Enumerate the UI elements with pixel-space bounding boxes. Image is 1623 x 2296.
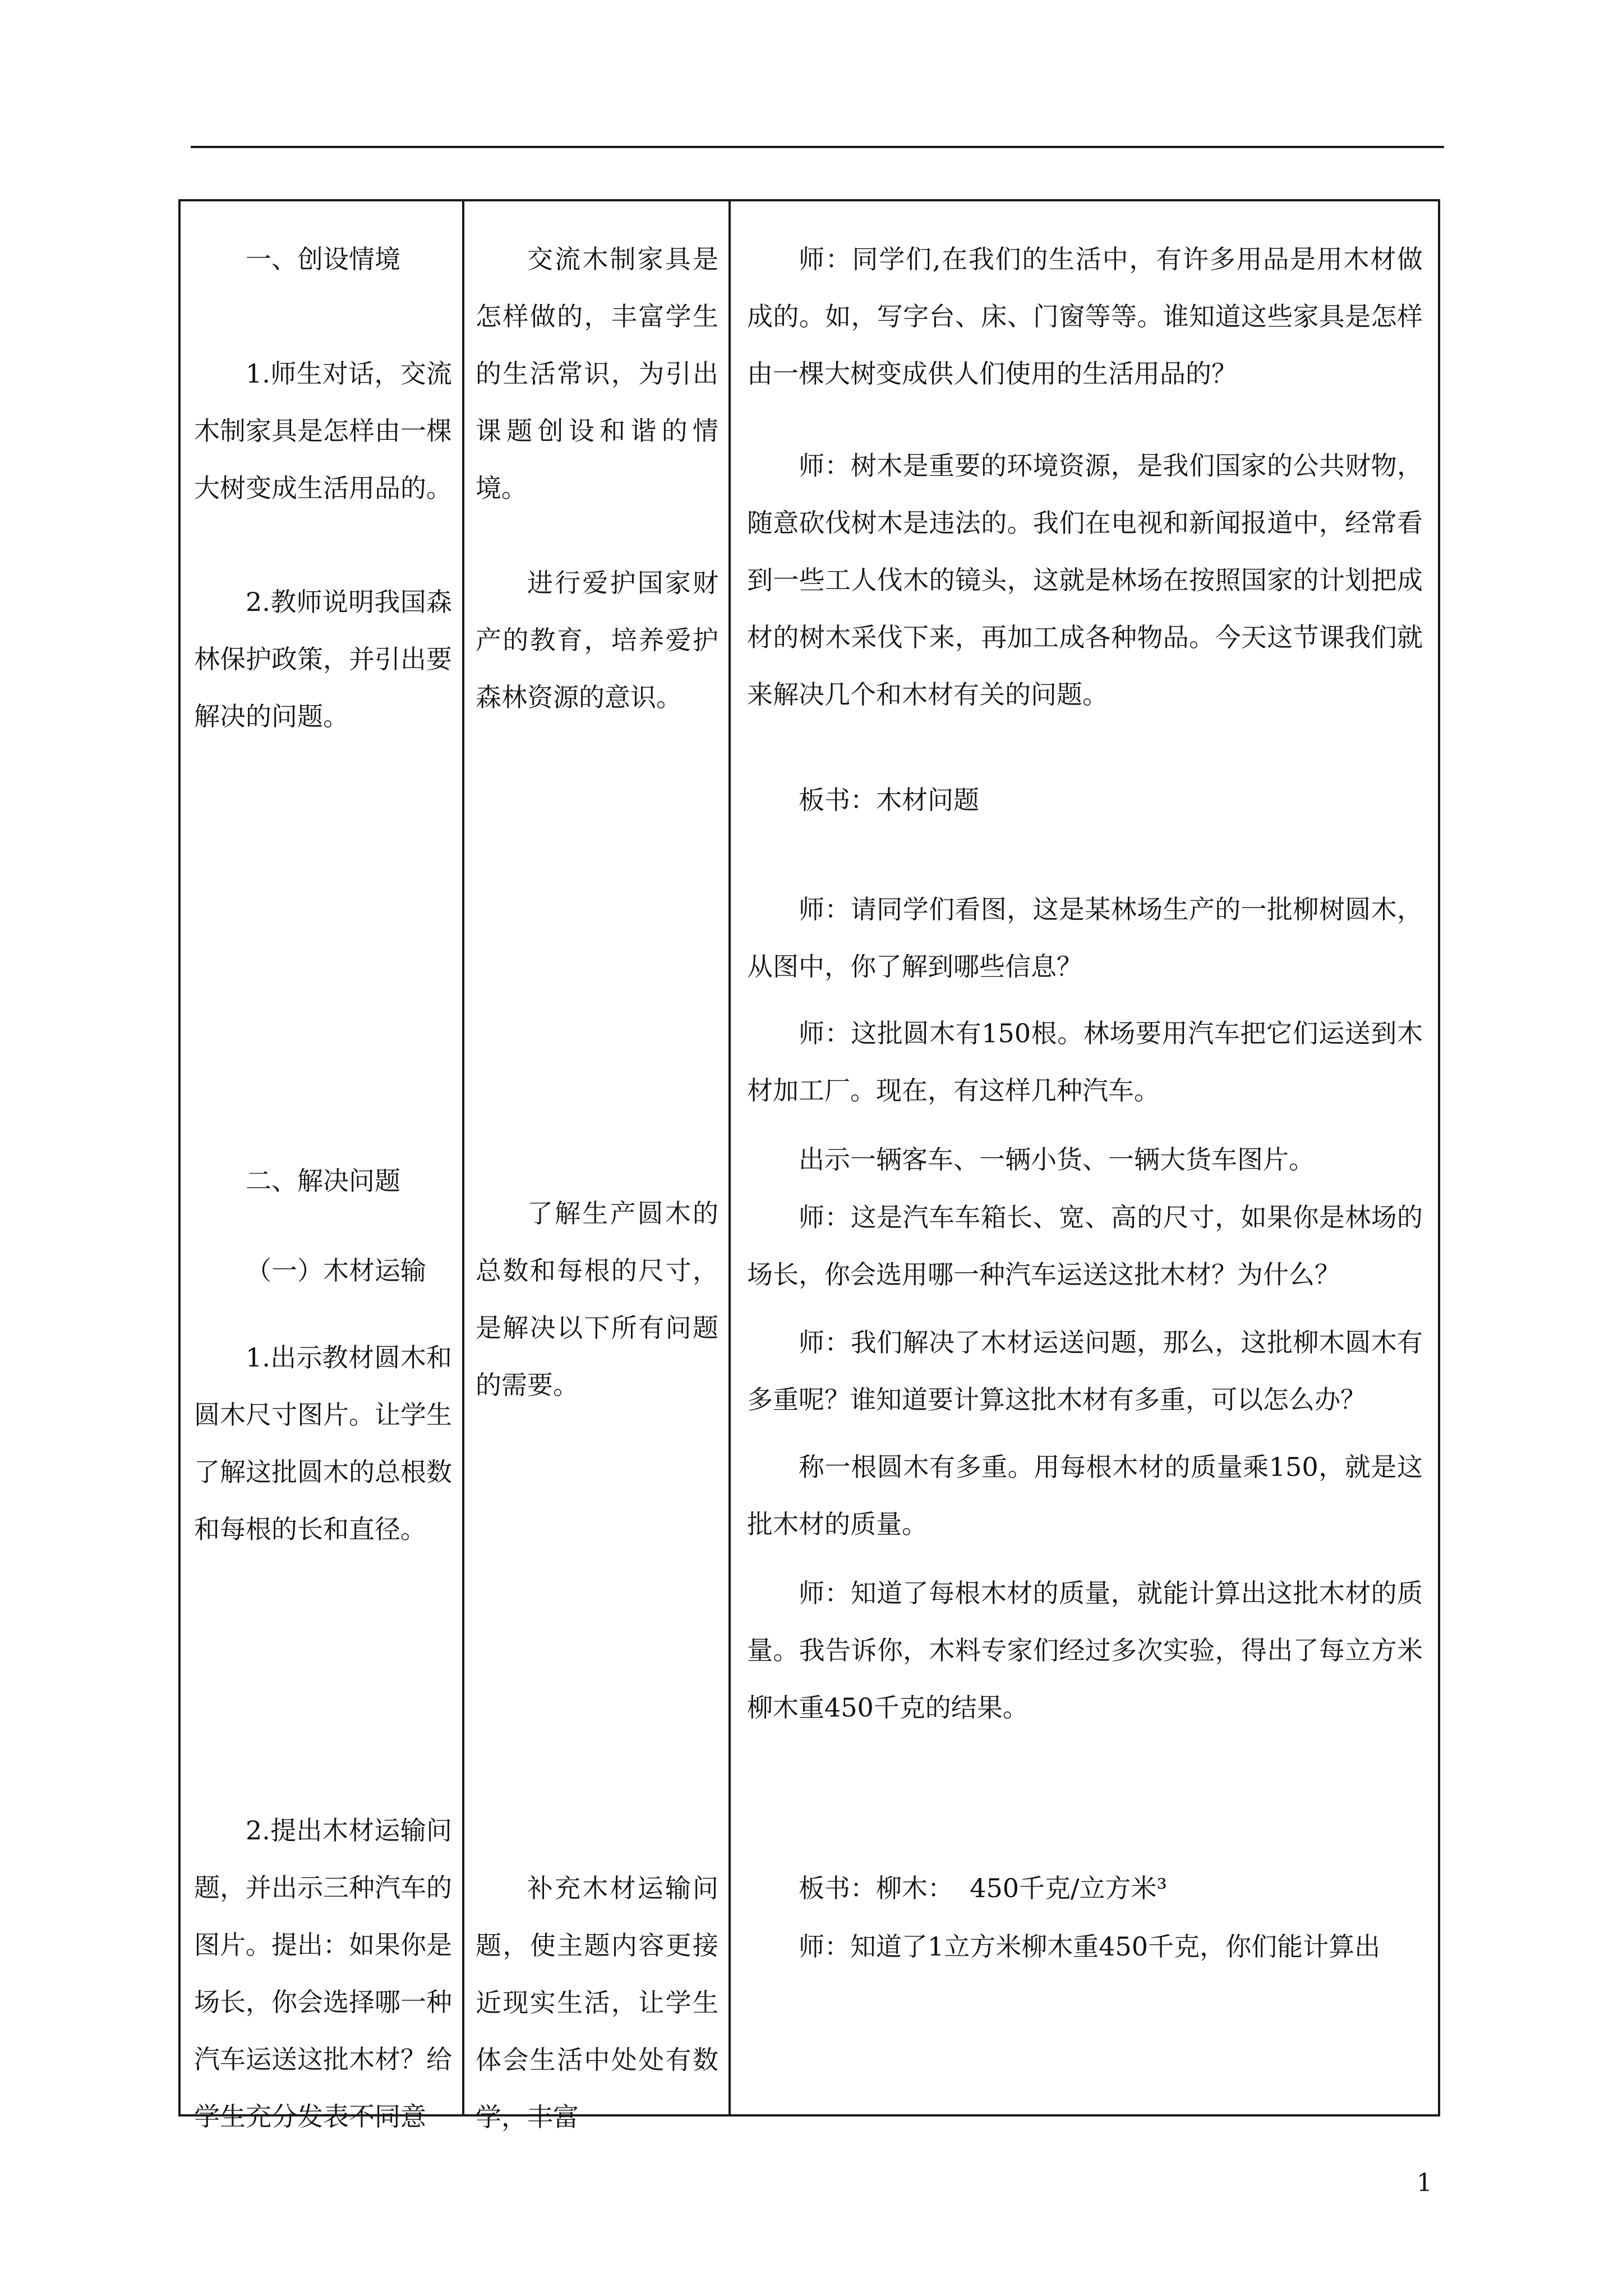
step-text: 2.提出木材运输问题，并出示三种汽车的图片。提出：如果你是场长，你会选择哪一种汽车运送这批木材？给学生充分发表不同意 <box>194 1815 452 2132</box>
dialogue-paragraph: 师：树木是重要的环境资源，是我们国家的公共财物，随意砍伐树木是违法的。我们在电视和新闻报道中，经常看到一些工人伐木的镜头，这就是林场在按照国家的计划把成材的树木采伐下来，再加工成各种物品。今天这节课我们就来解决几个和木材有关的问题。 <box>747 450 1423 710</box>
intent-text: 了解生产圆木的总数和每根的尺寸，是解决以下所有问题的需要。 <box>476 1198 718 1400</box>
step-text: 1.出示教材圆木和圆木尺寸图片。让学生了解这批圆木的总根数和每根的长和直径。 <box>194 1342 452 1544</box>
board-note: 板书：木材问题 <box>799 785 979 815</box>
dialogue-paragraph: 师：知道了1立方米柳木重450千克，你们能计算出 <box>799 1931 1381 1962</box>
teaching-steps-column <box>194 201 452 2132</box>
lesson-plan-table <box>178 199 1440 2132</box>
dialogue-paragraph: 出示一辆客车、一辆小货、一辆大货车图片。 <box>799 1144 1315 1175</box>
section-heading: 一、创设情境 <box>246 244 400 274</box>
intent-text: 交流木制家具是怎样做的，丰富学生的生活常识，为引出课题创设和谐的情境。 <box>476 244 718 503</box>
subsection-heading: （一）木材运输 <box>246 1255 426 1286</box>
design-intent-column <box>476 201 718 2132</box>
board-note: 板书：柳木： 450千克/立方米³ <box>799 1873 1167 1903</box>
dialogue-paragraph: 师：知道了每根木材的质量，就能计算出这批木材的质量。我告诉你，木料专家们经过多次实验，得出了每立方米柳木重450千克的结果。 <box>747 1578 1423 1723</box>
intent-text: 进行爱护国家财产的教育，培养爱护森林资源的意识。 <box>476 568 718 712</box>
dialogue-paragraph: 师：这批圆木有150根。林场要用汽车把它们运送到木材加工厂。现在，有这样几种汽车。 <box>747 1018 1423 1106</box>
dialogue-paragraph: 师：同学们,在我们的生活中，有许多用品是用木材做成的。如，写字台、床、门窗等等。谁知道这些家具是怎样由一棵大树变成供人们使用的生活用品的？ <box>747 244 1423 389</box>
intent-text: 补充木材运输问题，使主题内容更接近现实生活，让学生体会生活中处处有数学，丰富 <box>476 1873 718 2132</box>
step-text: 1.师生对话，交流木制家具是怎样由一棵大树变成生活用品的。 <box>194 358 452 503</box>
step-text: 2.教师说明我国森林保护政策，并引出要解决的问题。 <box>194 587 452 731</box>
column-divider <box>462 201 464 2114</box>
classroom-dialogue-column <box>747 201 1423 2114</box>
dialogue-paragraph: 师：我们解决了木材运送问题，那么，这批柳木圆木有多重呢？谁知道要计算这批木材有多重，可以怎么办？ <box>747 1327 1423 1415</box>
dialogue-paragraph: 师：请同学们看图，这是某林场生产的一批柳树圆木，从图中，你了解到哪些信息？ <box>747 894 1423 982</box>
header-rule <box>191 146 1444 148</box>
section-heading: 二、解决问题 <box>246 1166 400 1196</box>
dialogue-paragraph: 称一根圆木有多重。用每根木材的质量乘150，就是这批木材的质量。 <box>747 1452 1423 1539</box>
page-number: 1 <box>1417 2169 1432 2197</box>
dialogue-paragraph: 师：这是汽车车箱长、宽、高的尺寸，如果你是林场的场长，你会选用哪一种汽车运送这批木材？为什么？ <box>747 1202 1423 1290</box>
column-divider <box>728 201 731 2114</box>
